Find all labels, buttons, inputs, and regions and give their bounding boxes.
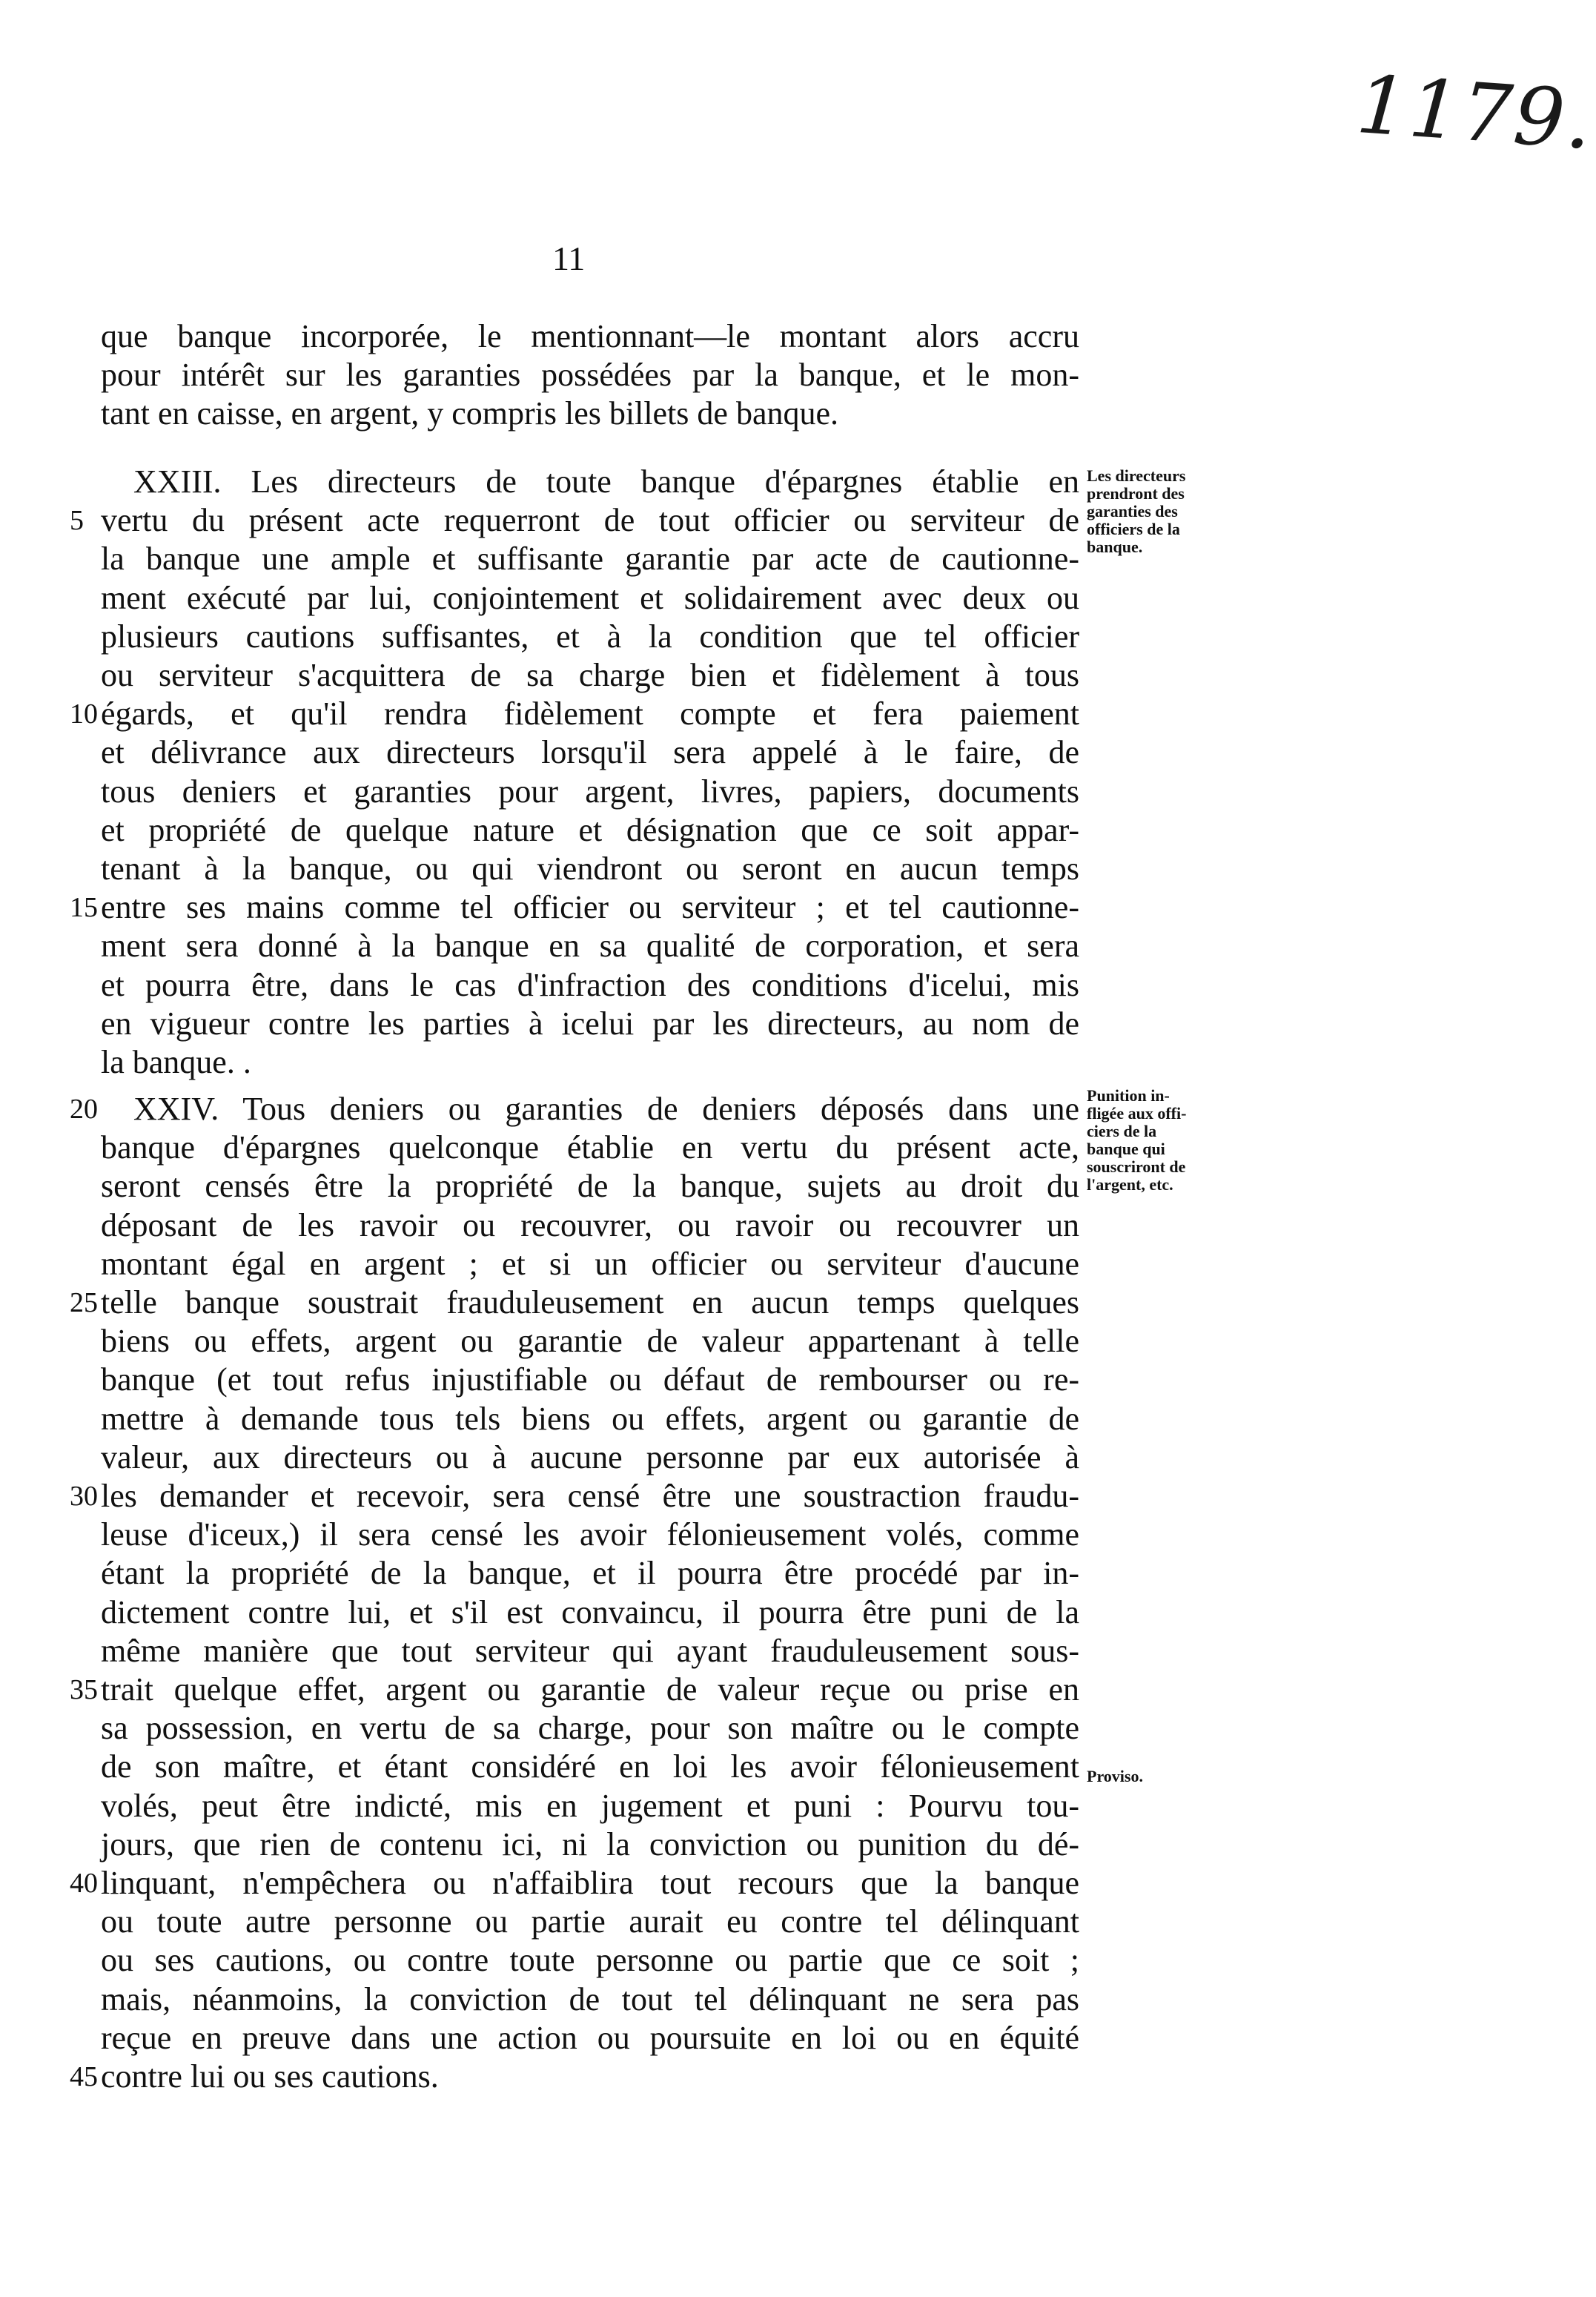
- text-line: ou serviteur s'acquittera de sa charge bien et fidèlement à tous: [101, 657, 1079, 693]
- text-line: égards, et qu'il rendra fidèlement compte et fera paiement: [101, 695, 1079, 733]
- text-line: trait quelque effet, argent ou garantie de valeur reçue ou prise en: [101, 1671, 1079, 1708]
- text-line: tenant à la banque, ou qui viendront ou seront en aucun temps: [101, 850, 1079, 887]
- margin-note-line: ciers de la: [1087, 1122, 1157, 1140]
- text-line: telle banque soustrait frauduleusement en aucun temps quelques: [101, 1284, 1079, 1321]
- text-line: seront censés être la propriété de la banque, sujets au droit du: [101, 1168, 1079, 1205]
- text-line: valeur, aux directeurs ou à aucune personne par eux autorisée à: [101, 1438, 1079, 1475]
- margin-note-line: fligée aux offi-: [1087, 1104, 1187, 1123]
- margin-note-proviso: [1087, 1768, 1272, 1785]
- text-line: leuse d'iceux,) il sera censé les avoir félonieusement volés, comme: [101, 1516, 1079, 1553]
- margin-note-line: banque.: [1087, 538, 1143, 556]
- text-line: mettre à demande tous tels biens ou effets, argent ou garantie de: [101, 1400, 1079, 1437]
- text-line: XXIV. Tous deniers ou garanties de deniers déposés dans une: [133, 1091, 1079, 1127]
- text-line: tous deniers et garanties pour argent, livres, papiers, documents: [101, 773, 1079, 810]
- line-number: 10: [70, 698, 98, 730]
- margin-note-line: Punition in-: [1087, 1086, 1170, 1105]
- line-number: 45: [70, 2061, 98, 2092]
- text-line: entre ses mains comme tel officier ou serviteur ; et tel cautionne-: [101, 889, 1079, 926]
- margin-note-punition: [1087, 1087, 1272, 1194]
- margin-note-line: Proviso.: [1087, 1767, 1143, 1785]
- margin-note-line: banque qui: [1087, 1140, 1165, 1158]
- text-line: en vigueur contre les parties à icelui par les directeurs, au nom de: [101, 1005, 1079, 1042]
- text-line: étant la propriété de la banque, et il pourra être procédé par in-: [101, 1555, 1079, 1592]
- line-number: 30: [70, 1481, 98, 1512]
- text-line: et pourra être, dans le cas d'infraction des conditions d'icelui, mis: [101, 966, 1079, 1003]
- text-line: vertu du présent acte requerront de tout officier ou serviteur de: [101, 502, 1079, 539]
- text-line: ou toute autre personne ou partie aurait eu contre tel délinquant: [101, 1903, 1079, 1940]
- text-line: ment exécuté par lui, conjointement et solidairement avec deux ou: [101, 579, 1079, 616]
- text-line: volés, peut être indicté, mis en jugement et puni : Pourvu tou-: [101, 1787, 1079, 1824]
- text-line: même manière que tout serviteur qui ayant frauduleusement sous-: [101, 1632, 1079, 1669]
- margin-note-line: l'argent, etc.: [1087, 1175, 1173, 1194]
- margin-note-line: souscriront de: [1087, 1157, 1186, 1176]
- line-number: 20: [70, 1094, 98, 1125]
- line-number: 25: [70, 1287, 98, 1318]
- text-line: XXIII. Les directeurs de toute banque d'épargnes établie en: [133, 463, 1079, 500]
- text-line: contre lui ou ses cautions.: [101, 2058, 439, 2095]
- text-line: plusieurs cautions suffisantes, et à la condition que tel officier: [101, 618, 1079, 655]
- text-line: mais, néanmoins, la conviction de tout tel délinquant ne sera pas: [101, 1980, 1079, 2017]
- text-line: déposant de les ravoir ou recouvrer, ou ravoir ou recouvrer un: [101, 1206, 1079, 1243]
- page-number: 11: [552, 239, 586, 277]
- text-line: les demander et recevoir, sera censé être une soustraction fraudu-: [101, 1478, 1079, 1514]
- line-number: 40: [70, 1868, 98, 1899]
- text-line: la banque. .: [101, 1044, 251, 1080]
- text-line: tant en caisse, en argent, y compris les billets de banque.: [101, 395, 839, 432]
- text-line: pour intérêt sur les garanties possédées par la banque, et le mon-: [101, 357, 1079, 394]
- handwritten-folio-number: 1179.: [1354, 59, 1596, 168]
- text-line: sa possession, en vertu de sa charge, pour son maître ou le compte: [101, 1710, 1079, 1747]
- margin-note-directors: [1087, 467, 1272, 556]
- text-line: ou ses cautions, ou contre toute personne ou partie que ce soit ;: [101, 1942, 1079, 1979]
- margin-note-line: Les directeurs: [1087, 466, 1186, 485]
- text-line: jours, que rien de contenu ici, ni la conviction ou punition du dé-: [101, 1825, 1079, 1863]
- line-number: 5: [70, 505, 84, 537]
- line-number: 15: [70, 892, 98, 924]
- text-line: et propriété de quelque nature et désignation que ce soit appar-: [101, 811, 1079, 848]
- text-line: biens ou effets, argent ou garantie de valeur appartenant à telle: [101, 1323, 1079, 1360]
- text-line: la banque une ample et suffisante garantie par acte de cautionne-: [101, 541, 1079, 578]
- text-line: montant égal en argent ; et si un officier ou serviteur d'aucune: [101, 1245, 1079, 1282]
- line-number: 35: [70, 1674, 98, 1705]
- text-line: ment sera donné à la banque en sa qualité de corporation, et sera: [101, 928, 1079, 965]
- text-line: de son maître, et étant considéré en loi les avoir félonieusement: [101, 1748, 1079, 1785]
- margin-note-line: officiers de la: [1087, 520, 1180, 538]
- text-line: dictement contre lui, et s'il est convaincu, il pourra être puni de la: [101, 1593, 1079, 1630]
- text-line: que banque incorporée, le mentionnant—le montant alors accru: [101, 318, 1079, 354]
- text-line: et délivrance aux directeurs lorsqu'il sera appelé à le faire, de: [101, 734, 1079, 771]
- text-line: banque d'épargnes quelconque établie en vertu du présent acte,: [101, 1129, 1079, 1166]
- margin-note-line: prendront des: [1087, 484, 1185, 503]
- text-line: reçue en preuve dans une action ou poursuite en loi ou en équité: [101, 2019, 1079, 2056]
- text-line: banque (et tout refus injustifiable ou défaut de rembourser ou re-: [101, 1361, 1079, 1398]
- margin-note-line: garanties des: [1087, 502, 1178, 520]
- text-line: linquant, n'empêchera ou n'affaiblira tout recours que la banque: [101, 1865, 1079, 1901]
